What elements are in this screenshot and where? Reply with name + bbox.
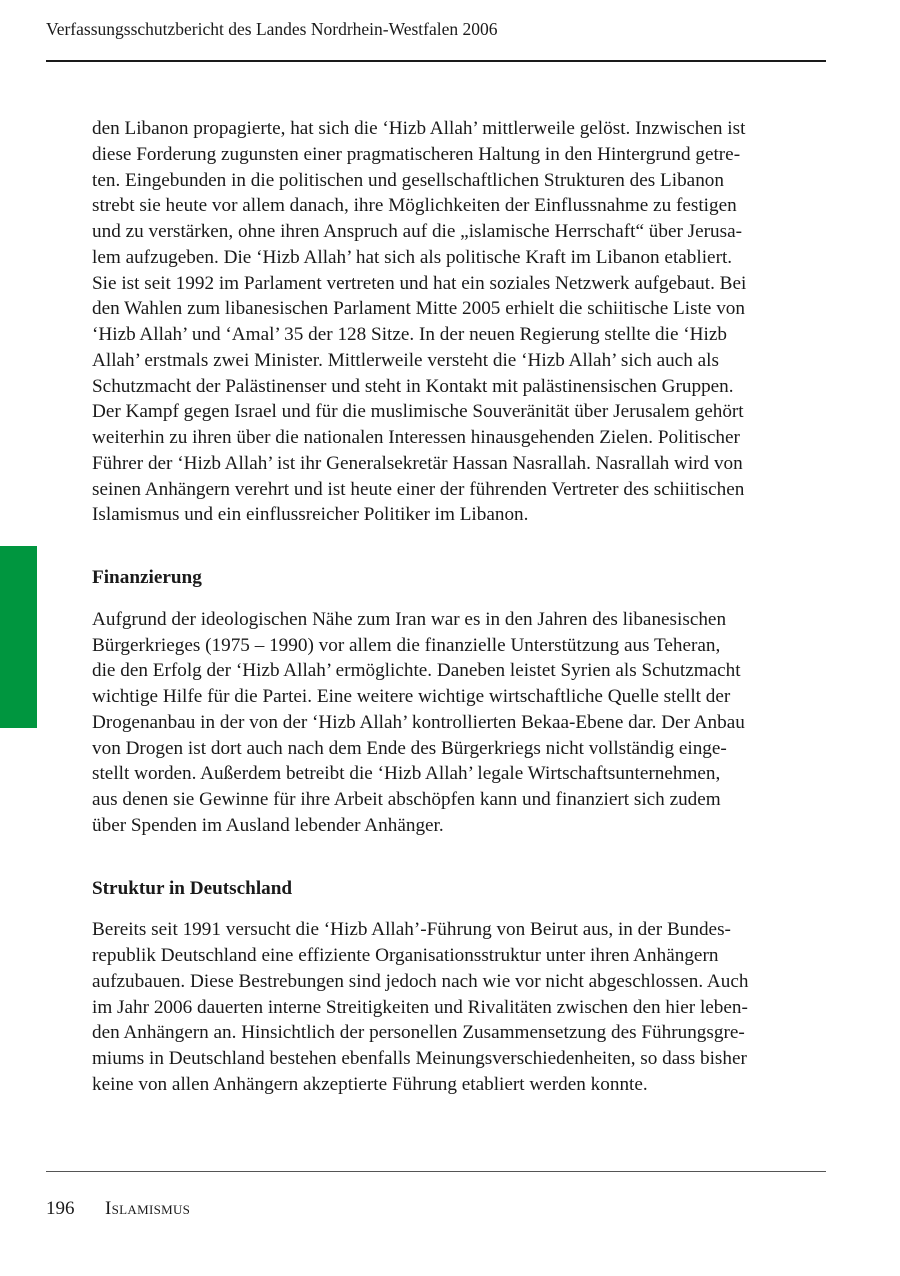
heading-finanzierung: Finanzierung [92, 567, 202, 588]
struktur-paragraph: Bereits seit 1991 versucht die ‘Hizb Allah’-Führung von Beirut aus, in der Bundes- republik Deutschland eine effiziente Organisationsstruktur unter ihren Anhängern aufzubauen. Diese Bestrebungen sind jedoch nach wie vor nicht abgeschlossen. Auch im Jahr 2006 dauerten interne Streitigkeiten und Rivalitäten zwischen den hier leben- den Anhängern an. Hinsichtlich der personellen Zusammensetzung des Führungsgre- miums in Deutschland bestehen ebenfalls Meinungsverschiedenheiten, so dass bisher keine von allen Anhängern akzeptierte Führung etabliert werden konnte. [92, 919, 749, 1095]
finanzierung-paragraph: Aufgrund der ideologischen Nähe zum Iran war es in den Jahren des libanesischen Bürgerkrieges (1975 – 1990) vor allem die finanzielle Unterstützung aus Teheran, die den Erfolg der ‘Hizb Allah’ ermöglichte. Daneben leistet Syrien als Schutzmacht wichtige Hilfe für die Partei. Eine weitere wichtige wirtschaftliche Quelle stellt der Drogenanbau in der von der ‘Hizb Allah’ kontrollierten Bekaa-Ebene dar. Der Anbau von Drogen ist dort auch nach dem Ende des Bürgerkriegs nicht vollständig einge- stellt worden. Außerdem betreibt die ‘Hizb Allah’ legale Wirtschaftsunternehmen, aus denen sie Gewinne für ihre Arbeit abschöpfen kann und finanziert sich zudem über Spenden im Ausland lebender Anhänger. [92, 608, 745, 836]
footer-section-label: Islamismus [105, 1198, 191, 1219]
page-number: 196 [46, 1198, 75, 1219]
footer-rule [46, 1171, 826, 1172]
running-header: Verfassungsschutzbericht des Landes Nordrhein-Westfalen 2006 [46, 19, 498, 39]
spacer [92, 839, 852, 876]
intro-paragraph: den Libanon propagierte, hat sich die ‘Hizb Allah’ mittlerweile gelöst. Inzwischen ist diese Forderung zugunsten einer pragmatischeren Haltung in den Hintergrund getre- ten. Eingebunden in die politischen und gesellschaftlichen Strukturen des Libanon strebt sie heute vor allem danach, ihre Möglichkeiten der Einflussnahme zu festigen und zu verstärken, ohne ihren Anspruch auf die „islamische Herrschaft“ über Jerusa- lem aufzugeben. Die ‘Hizb Allah’ hat sich als politische Kraft im Libanon etabliert. Sie ist seit 1992 im Parlament vertreten und hat ein soziales Netzwerk aufgebaut. Bei den Wahlen zum libanesischen Parlament Mitte 2005 erhielt die schiitische Liste von ‘Hizb Allah’ und ‘Amal’ 35 der 128 Sitze. In der neuen Regierung stellte die ‘Hizb Allah’ erstmals zwei Minister. Mittlerweile versteht die ‘Hizb Allah’ sich auch als Schutzmacht der Palästinenser und steht in Kontakt mit palästinensischen Gruppen. Der Kampf gegen Israel und für die muslimische Souveränität über Jerusalem gehört weiterhin zu ihren über die nationalen Interessen hinausgehenden Zielen. Politischer Führer der ‘Hizb Allah’ ist ihr Generalsekretär Hassan Nasrallah. Nasrallah wird von seinen Anhängern verehrt und ist heute einer der führenden Vertreter des schiitischen Islamismus und ein einflussreicher Politiker im Libanon. [92, 118, 747, 526]
spacer [92, 901, 852, 917]
page-body [92, 116, 852, 1098]
heading-struktur: Struktur in Deutschland [92, 877, 293, 899]
spacer [92, 528, 852, 565]
header-rule [46, 60, 826, 62]
spacer [92, 591, 852, 607]
chapter-tab-marker [0, 546, 37, 728]
